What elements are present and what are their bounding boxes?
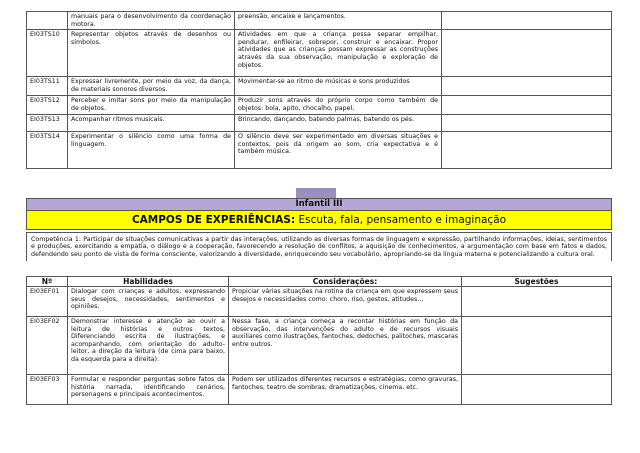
skill-code: EI03TS14	[27, 132, 68, 169]
skill-considerations: Propiciar várias situações na rotina da criança em que expressem seus desejos e necessidades como: choro, riso, gestos, atitudes…	[229, 287, 462, 317]
table-row	[27, 317, 612, 375]
skill-suggestions	[442, 115, 612, 132]
skill-considerations: Brincando, dançando, batendo palmas, batendo os pés.	[235, 115, 442, 132]
campos-title: Escuta, fala, pensamento e imaginação	[298, 214, 507, 226]
skill-code: EI03TS10	[27, 30, 68, 77]
campos-heading	[26, 210, 612, 230]
skill-considerations: Nessa fase, a criança começa a recontar histórias em função da observação, das intervenções do adulto e de recursos visuais auxiliares como ilustrações, fantoches, dedoches, palitoches, mascaras entre outros.	[229, 317, 462, 375]
table-row	[27, 115, 612, 132]
skill-considerations: Produzir sons através do próprio corpo como também de objetos: bola, apito, chocalho, papel.	[235, 96, 442, 115]
skill-text: manuais para o desenvolvimento da coordenação motora.	[68, 12, 235, 30]
skills-table	[26, 276, 612, 405]
table-row	[27, 132, 612, 169]
competencia-box	[26, 232, 612, 261]
skill-suggestions	[442, 77, 612, 96]
section-title: Infantil III	[26, 198, 612, 211]
skill-text: Demonstrar interesse e atenção ao ouvir a leitura de histórias e outros textos, Diferenciando escrita de ilustrações, e acompanhando, com orientação do adulto-leitor, a direção da leitura (de cima para baixo, da esquerda para a direita).	[68, 317, 229, 375]
skill-text: Acompanhar ritmos musicais.	[68, 115, 235, 132]
skill-code: EI03TS12	[27, 96, 68, 115]
skill-considerations: Podem ser utilizados diferentes recursos e estratégias, como gravuras, fantoches, teatro de sombras, dramatizações, cinema, etc.	[229, 375, 462, 405]
header-sugestoes: Sugestões	[462, 277, 612, 287]
skill-text: Formular e responder perguntas sobre fatos da história narrada, identificando cenários, personagens e principais acontecimentos.	[68, 375, 229, 405]
skill-code: EI03EF01	[27, 287, 68, 317]
skill-suggestions	[442, 30, 612, 77]
table-row	[27, 30, 612, 77]
competencia-text: : Participar de situações comunicativas a partir das interações, utilizando as diversas formas de linguagem e expressão, partilhando informações, ideias, sentimentos e produções, exercitando a empatia, o diálogo e a cooperação, favorecendo a resolução de conflitos, a aquisição de conhecimentos, a argumentação com base em fatos e dados, defendendo seu ponto de vista de forma consciente, valorizando a diversidade, enriquecendo seu vocabulário, apropriando-se da língua materna e potencializando a cultura oral.	[31, 236, 607, 258]
table-row	[27, 96, 612, 115]
skill-suggestions	[462, 375, 612, 405]
table-row	[27, 77, 612, 96]
skill-text: Dialogar com crianças e adultos, expressando seus desejos, necessidades, sentimentos e opiniões.	[68, 287, 229, 317]
skill-code: EI03EF03	[27, 375, 68, 405]
skill-considerations: O silêncio deve ser experimentado em diversas situações e contextos, pois dá origem ao som, cria expectativa e é também música.	[235, 132, 442, 169]
skill-suggestions	[442, 132, 612, 169]
skill-code: EI03EF02	[27, 317, 68, 375]
skill-suggestions	[442, 96, 612, 115]
skill-text: Representar objetos através de desenhos ou símbolos.	[68, 30, 235, 77]
header-habilidades: Habilidades	[68, 277, 229, 287]
header-num: Nº	[27, 277, 68, 287]
skill-text: Expressar livremente, por meio da voz, da dança, de materiais sonoros diversos.	[68, 77, 235, 96]
skill-code	[27, 12, 68, 30]
skill-suggestions	[442, 12, 612, 30]
skill-text: Perceber e imitar sons por meio da manipulação de objetos.	[68, 96, 235, 115]
header-consideracoes: Considerações:	[229, 277, 462, 287]
skill-code: EI03TS11	[27, 77, 68, 96]
skill-considerations: preensão, encaixe e lançamentos.	[235, 12, 442, 30]
skill-considerations: Movimentar-se ao ritmo de músicas e sons produzidos	[235, 77, 442, 96]
table-row	[27, 12, 612, 30]
section-divider	[296, 188, 336, 198]
skill-code: EI03TS13	[27, 115, 68, 132]
skill-considerations: Atividades em que a criança possa separar empilhar, pendurar, enfileirar, sobrepor, construir e encaixar. Propor atividades que as crianças possam expressar as construções através da sua observação, manipulação e exploração de objetos.	[235, 30, 442, 77]
previous-skills-table	[26, 11, 612, 169]
campos-label: CAMPOS DE EXPERIÊNCIAS:	[131, 214, 296, 226]
table-row	[27, 287, 612, 317]
skill-text: Experimentar o silêncio como uma forma de linguagem.	[68, 132, 235, 169]
skill-suggestions	[462, 287, 612, 317]
competencia-label: Competência 1	[31, 236, 79, 243]
table-row	[27, 375, 612, 405]
table-header-row	[27, 277, 612, 287]
skill-suggestions	[462, 317, 612, 375]
